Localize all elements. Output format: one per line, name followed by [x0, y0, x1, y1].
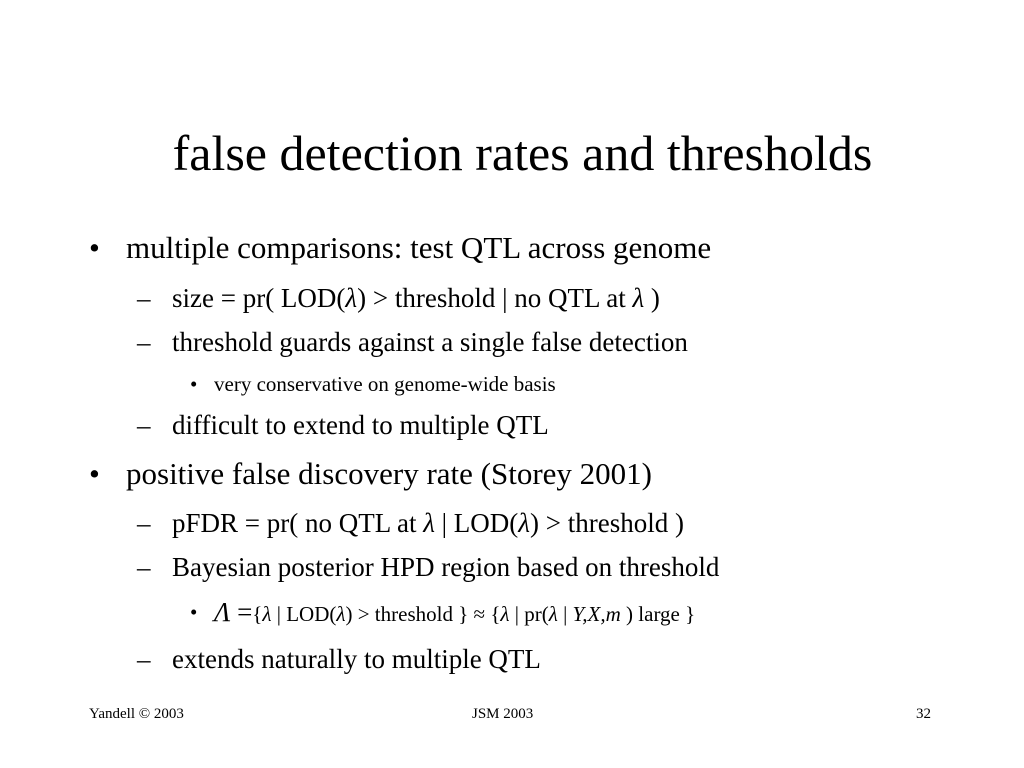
- bullet-marker: •: [190, 372, 198, 396]
- bullet-multiple-comparisons: multiple comparisons: test QTL across genome: [126, 230, 712, 265]
- dash-marker: –: [137, 410, 151, 440]
- subbullet-pfdr-definition: pFDR = pr( no QTL at λ | LOD(λ) > threshold ): [172, 508, 684, 538]
- bullet-marker: •: [89, 456, 100, 491]
- subbullet-threshold-guards: threshold guards against a single false detection: [172, 327, 688, 357]
- dash-marker: –: [137, 644, 151, 674]
- bullet-positive-fdr: positive false discovery rate (Storey 2001): [126, 456, 652, 491]
- subsubbullet-conservative: very conservative on genome-wide basis: [214, 372, 556, 396]
- subbullet-difficult-extend: difficult to extend to multiple QTL: [172, 410, 549, 440]
- subbullet-size-definition: size = pr( LOD(λ) > threshold | no QTL at λ ): [172, 283, 660, 313]
- bullet-marker: •: [190, 600, 198, 624]
- footer-page-number: 32: [916, 706, 931, 722]
- dash-marker: –: [137, 552, 151, 582]
- slide-title: false detection rates and thresholds: [172, 125, 873, 181]
- bullet-marker: •: [89, 230, 100, 265]
- dash-marker: –: [137, 508, 151, 538]
- subsubbullet-hpd-formula: Λ ={λ | LOD(λ) > threshold } ≈ {λ | pr(λ | Y,X,m ) large }: [214, 597, 696, 627]
- subbullet-extends-naturally: extends naturally to multiple QTL: [172, 644, 541, 674]
- footer-author: Yandell © 2003: [89, 706, 184, 722]
- dash-marker: –: [137, 283, 151, 313]
- subbullet-bayesian-hpd: Bayesian posterior HPD region based on threshold: [172, 552, 720, 582]
- footer-conference: JSM 2003: [472, 706, 534, 722]
- dash-marker: –: [137, 327, 151, 357]
